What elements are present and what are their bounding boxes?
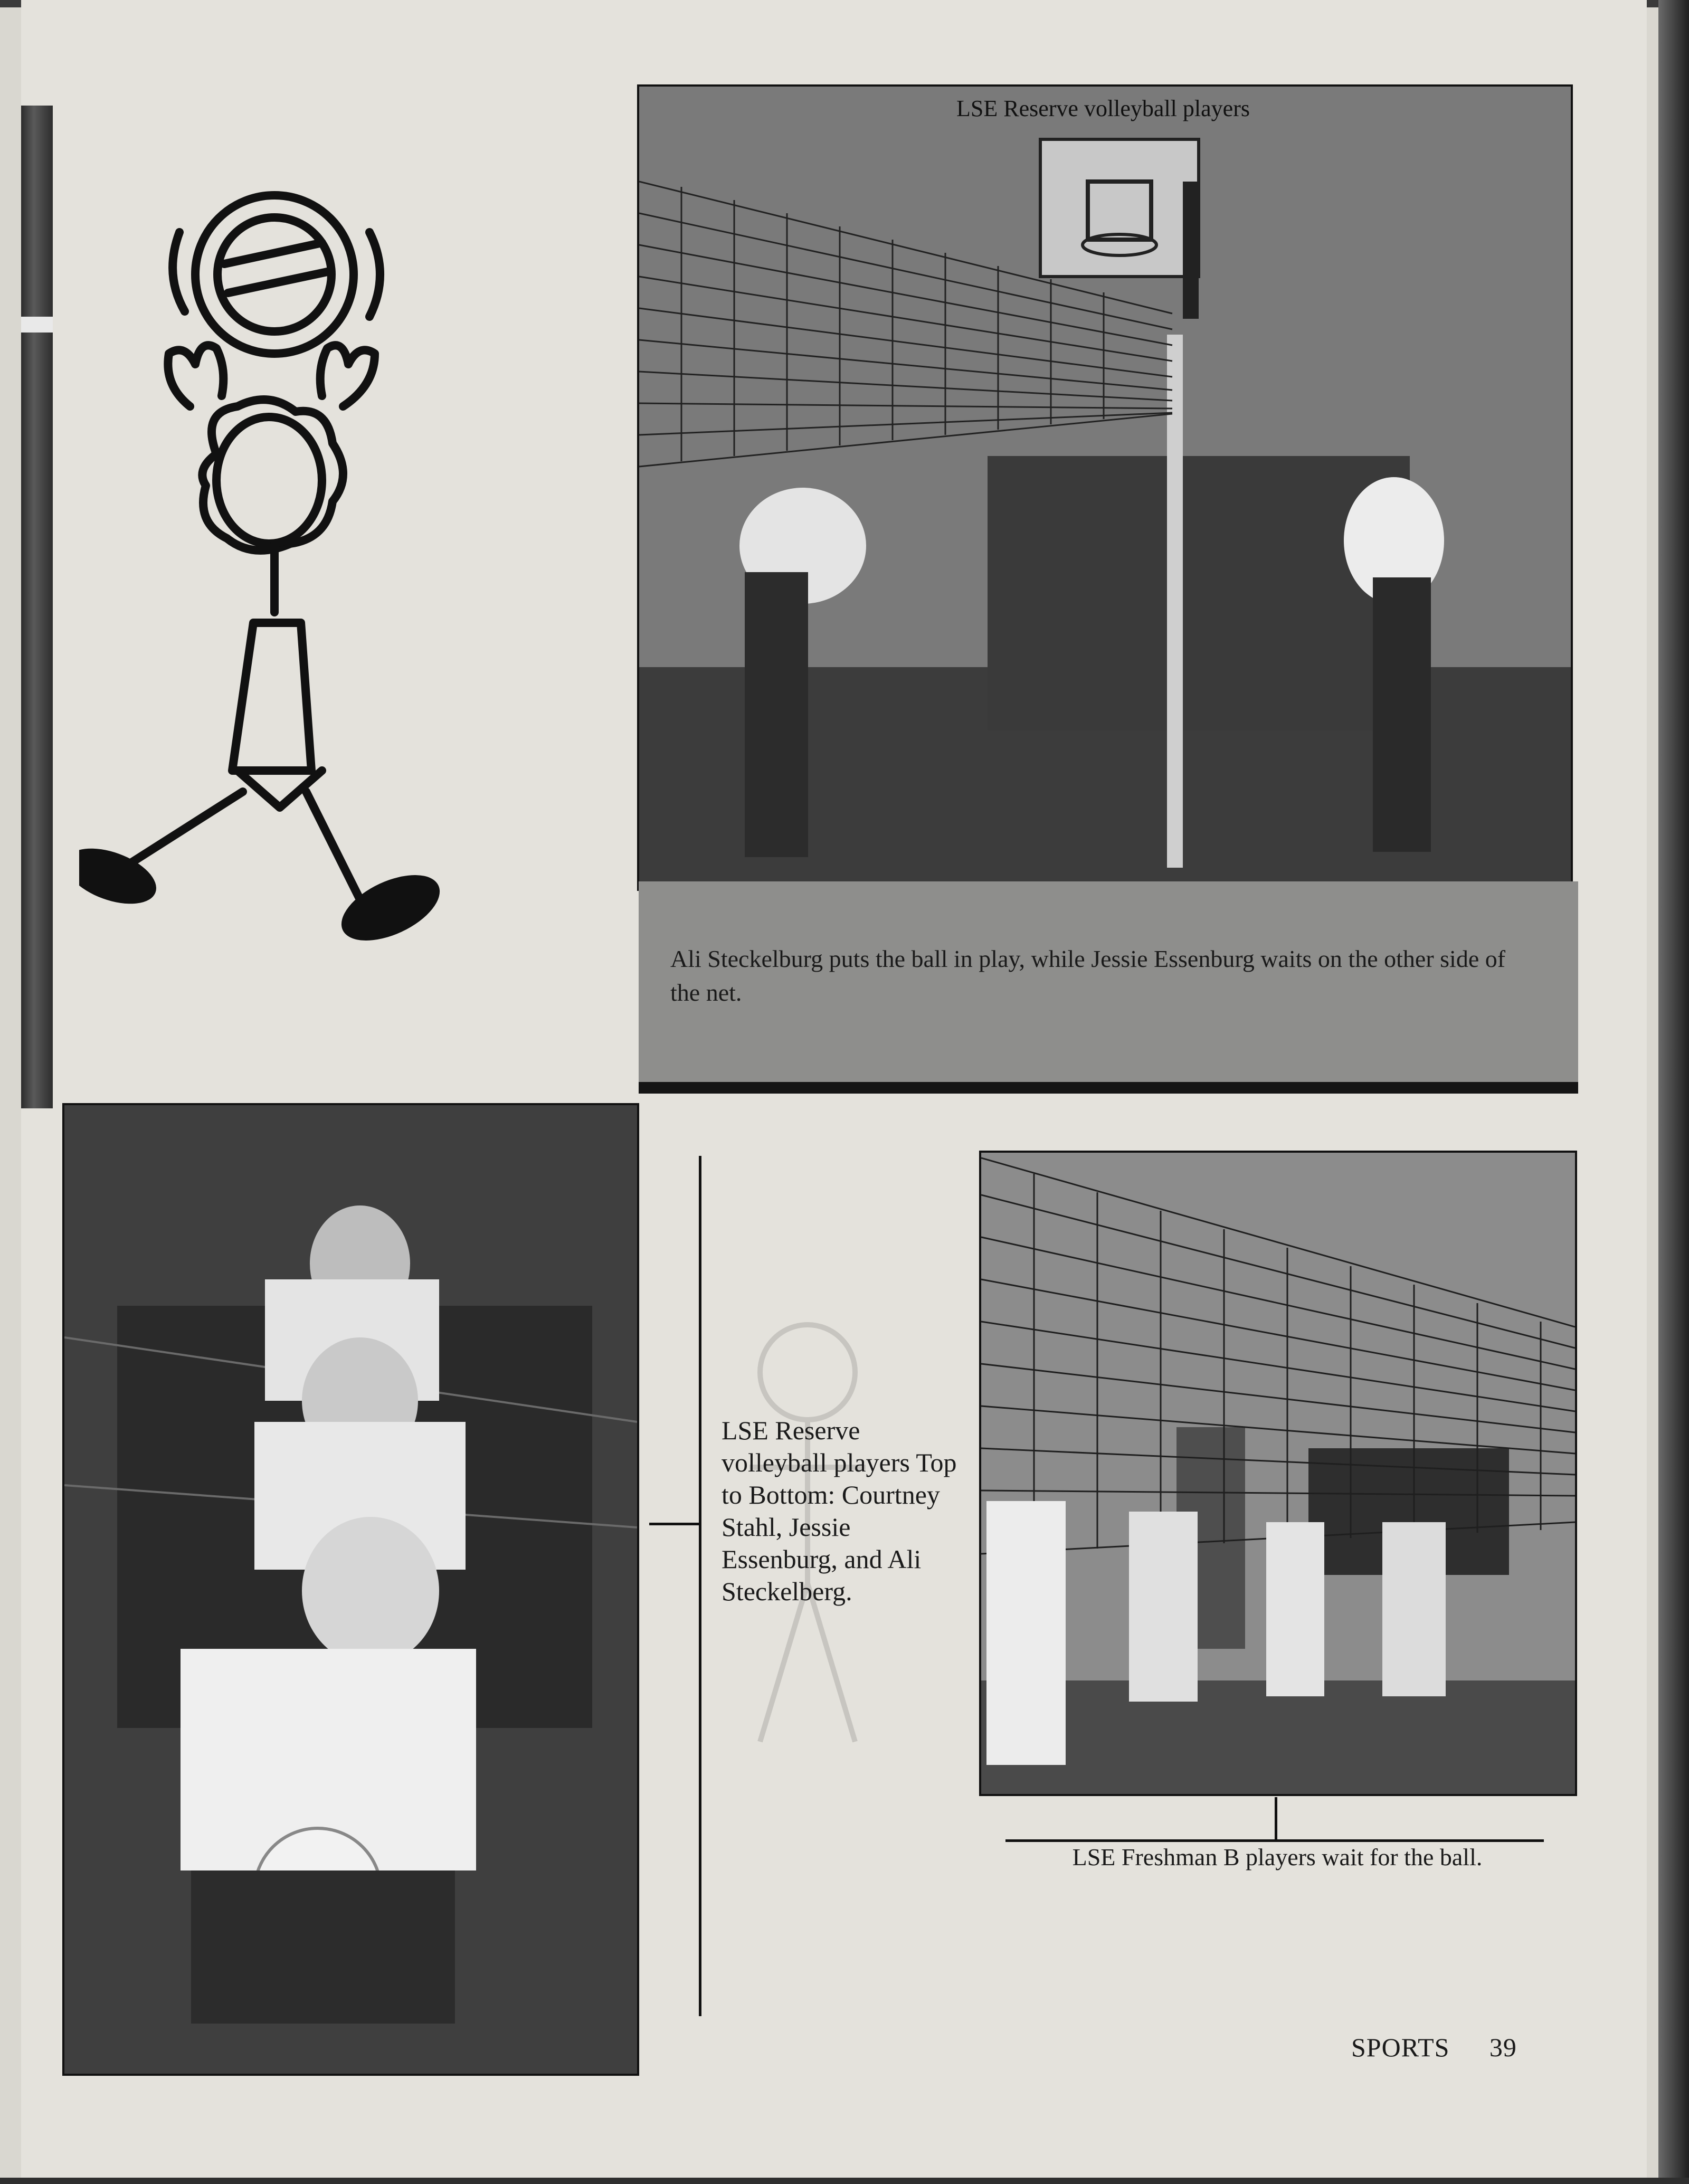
top-photo-caption: Ali Steckelburg puts the ball in play, while Jessie Essenburg waits on the other side of the net.	[670, 945, 1506, 1006]
top-photo-title: LSE Reserve volleyball players	[956, 96, 1250, 121]
freshman-players-photo	[979, 1151, 1577, 1796]
freshman-photo-caption: LSE Freshman B players wait for the ball.	[1072, 1844, 1483, 1870]
page-number: 39	[1489, 2033, 1517, 2062]
top-photo-caption-bar	[639, 881, 1578, 1094]
stacked-players-caption: LSE Reserve volleyball players Top to Bottom: Courtney Stahl, Jessie Essenburg, and Ali Steckelberg.	[722, 1416, 957, 1606]
freshman-callout-tick	[1275, 1797, 1277, 1839]
stacked-players-photo	[62, 1103, 639, 2076]
page-bottom-edge	[0, 2178, 1689, 2184]
top-volleyball-photo	[637, 84, 1573, 891]
freshman-caption-rule	[1005, 1839, 1544, 1842]
facing-page-edge	[21, 106, 53, 1108]
callout-connector	[649, 1523, 700, 1525]
callout-line	[699, 1156, 701, 2016]
section-label: SPORTS	[1351, 2033, 1450, 2062]
page-right-edge	[1658, 0, 1689, 2184]
page-footer	[1351, 2032, 1517, 2063]
volleyball-player-clipart	[79, 158, 554, 1003]
spine-stripe	[21, 317, 53, 333]
